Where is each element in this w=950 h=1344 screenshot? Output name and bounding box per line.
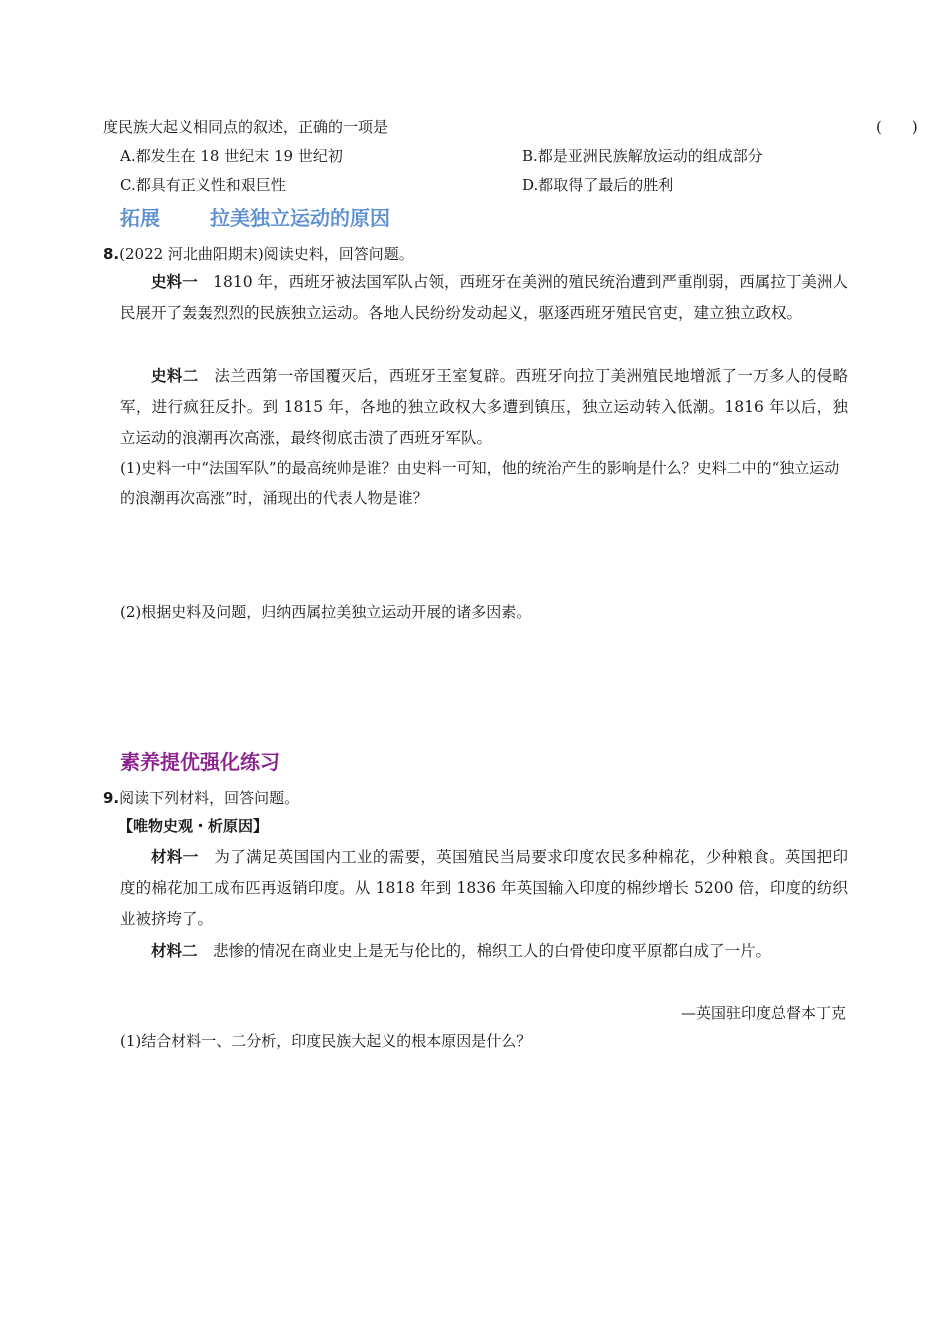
q9-intro-text: 阅读下列材料，回答问题。 — [119, 789, 300, 807]
q8-material-1-text: 1810 年，西班牙被法国军队占领，西班牙在美洲的殖民统治遭到严重削弱，西属拉丁美洲人民展开了轰轰烈烈的民族独立运动。各地人民纷纷发动起义，驱逐西班牙殖民官吏，建立独立政权。 — [120, 273, 848, 322]
q9-intro — [103, 787, 299, 808]
q9-material-2-text: 悲惨的情况在商业史上是无与伦比的，棉织工人的白骨使印度平原都白成了一片。 — [213, 942, 772, 960]
q9-number: 9. — [103, 789, 120, 807]
q9-material-1 — [120, 842, 848, 935]
q9-material-2 — [120, 936, 848, 967]
q7-stem: 度民族大起义相同点的叙述，正确的一项是 — [103, 118, 389, 136]
q8-material-2 — [120, 361, 848, 454]
q9-subquestion-1: (1)结合材料一、二分析，印度民族大起义的根本原因是什么？ — [120, 1032, 532, 1050]
q8-number: 8. — [103, 245, 120, 263]
answer-bracket[interactable]: ( ) — [876, 118, 918, 136]
option-b[interactable]: B.都是亚洲民族解放运动的组成部分 — [522, 147, 763, 165]
q9-source: —英国驻印度总督本丁克 — [680, 1004, 846, 1022]
extension-title: 拉美独立运动的原因 — [210, 206, 390, 230]
q9-material-1-label: 材料一 — [151, 848, 199, 866]
section-title: 素养提优强化练习 — [120, 750, 280, 774]
q8-material-2-label: 史料二 — [151, 367, 199, 385]
extension-tag: 拓展 — [120, 206, 160, 230]
q8-material-2-text: 法兰西第一帝国覆灭后，西班牙王室复辟。西班牙向拉丁美洲殖民地增派了一万多人的侵略军，进行疯狂反扑。到 1815 年，各地的独立政权大多遭到镇压，独立运动转入低潮。1816 年以后，独立运动的浪潮再次高涨，最终彻底击溃了西班牙军队。 — [120, 367, 848, 447]
option-d[interactable]: D.都取得了最后的胜利 — [522, 176, 674, 194]
option-a[interactable]: A.都发生在 18 世纪末 19 世纪初 — [120, 147, 343, 165]
q8-intro-text: (2022 河北曲阳期末)阅读史料，回答问题。 — [119, 245, 414, 263]
q9-material-2-label: 材料二 — [151, 942, 198, 960]
q9-bracket-title: 【唯物史观・析原因】 — [118, 817, 269, 835]
option-c[interactable]: C.都具有正义性和艰巨性 — [120, 176, 286, 194]
q8-subquestion-1: (1)史料一中“法国军队”的最高统帅是谁？由史料一可知，他的统治产生的影响是什么？史料二中的“独立运动的浪潮再次高涨”时，涌现出的代表人物是谁？ — [120, 459, 840, 507]
q8-subquestion-2: (2)根据史料及问题，归纳西属拉美独立运动开展的诸多因素。 — [120, 603, 532, 621]
q8-material-1 — [120, 267, 848, 329]
q9-material-1-text: 为了满足英国国内工业的需要，英国殖民当局要求印度农民多种棉花，少种粮食。英国把印度的棉花加工成布匹再返销印度。从 1818 年到 1836 年英国输入印度的棉纱增长 5200 倍，印度的纺织业被挤垮了。 — [120, 848, 848, 928]
q8-intro — [103, 243, 414, 264]
q8-material-1-label: 史料一 — [151, 273, 198, 291]
